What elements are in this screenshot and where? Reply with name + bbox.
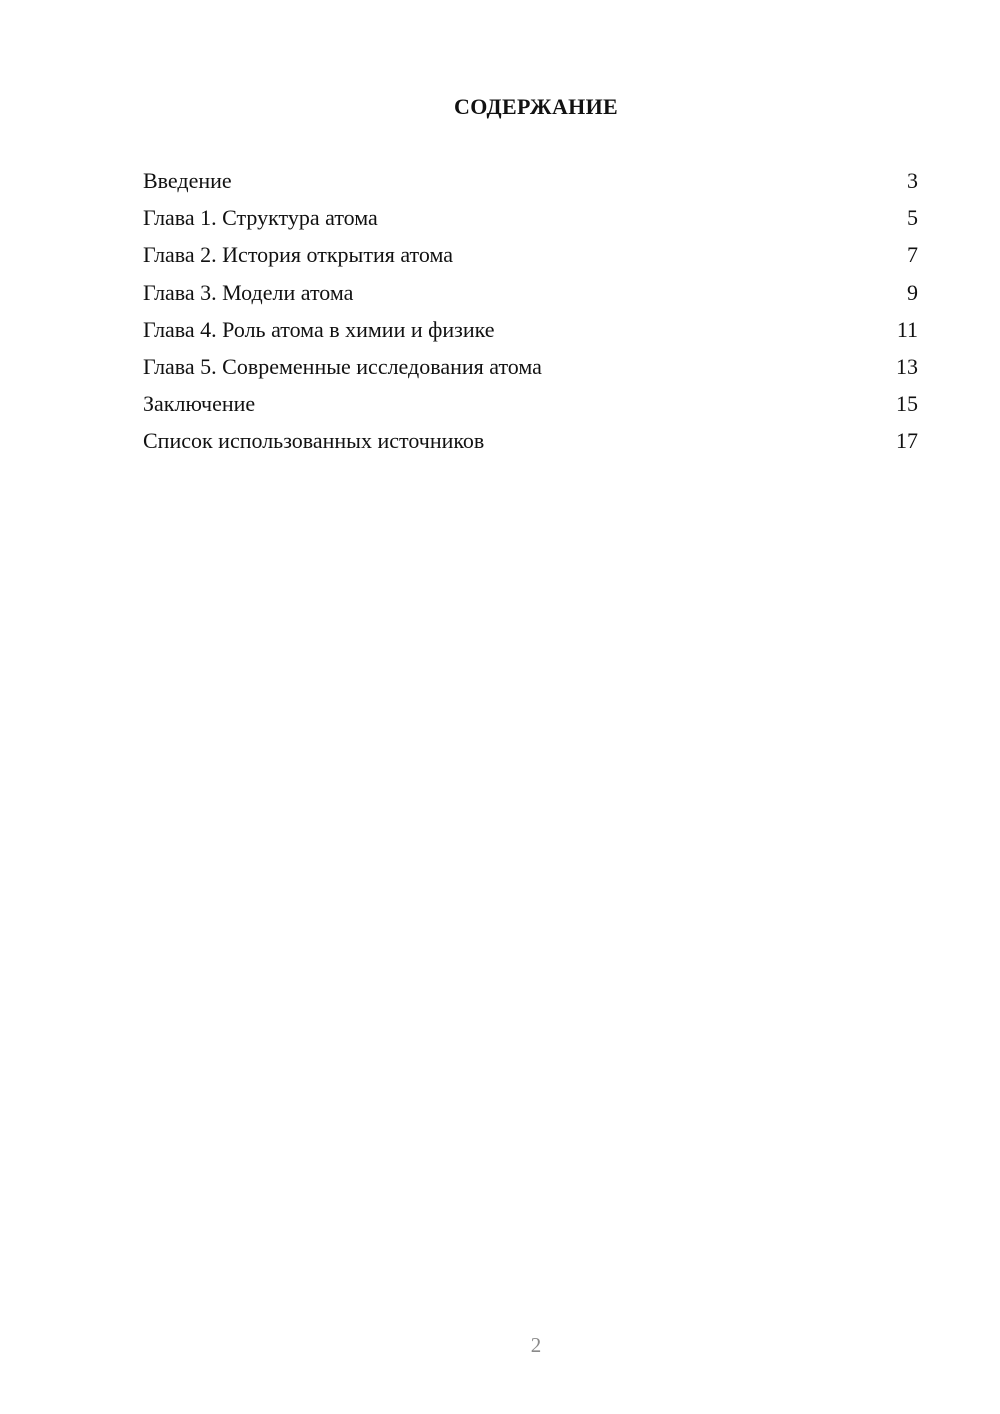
toc-entry-page: 9 [907, 279, 918, 305]
toc-entry-page: 15 [896, 391, 918, 417]
toc-entry [143, 168, 918, 205]
toc-entry [143, 242, 918, 279]
toc-entry [143, 317, 918, 354]
toc-entry-label: Глава 2. История открытия атома [143, 242, 453, 268]
toc-entry [143, 428, 918, 465]
toc-entry [143, 280, 918, 317]
toc-entry-label: Заключение [143, 391, 256, 417]
toc-entry [143, 205, 918, 242]
toc-entry-label: Глава 1. Структура атома [143, 205, 378, 231]
page-number: 2 [530, 1333, 542, 1357]
toc-entry-page: 7 [907, 242, 918, 268]
toc-entry [143, 354, 918, 391]
toc-entry-page: 3 [907, 168, 918, 193]
toc-entry [143, 391, 918, 428]
toc-entry-page: 17 [896, 428, 918, 454]
toc-entry-label: Глава 4. Роль атома в химии и физике [143, 316, 495, 342]
toc-entry-label: Список использованных источников [143, 428, 485, 454]
toc-entry-page: 13 [896, 353, 918, 379]
toc-entry-label: Глава 3. Модели атома [143, 279, 354, 305]
page-title: СОДЕРЖАНИЕ [454, 94, 618, 119]
table-of-contents [143, 168, 918, 466]
toc-entry-label: Глава 5. Современные исследования атома [143, 353, 542, 379]
toc-entry-label: Введение [143, 168, 232, 193]
toc-entry-page: 5 [907, 205, 918, 231]
toc-entry-page: 11 [896, 316, 918, 342]
